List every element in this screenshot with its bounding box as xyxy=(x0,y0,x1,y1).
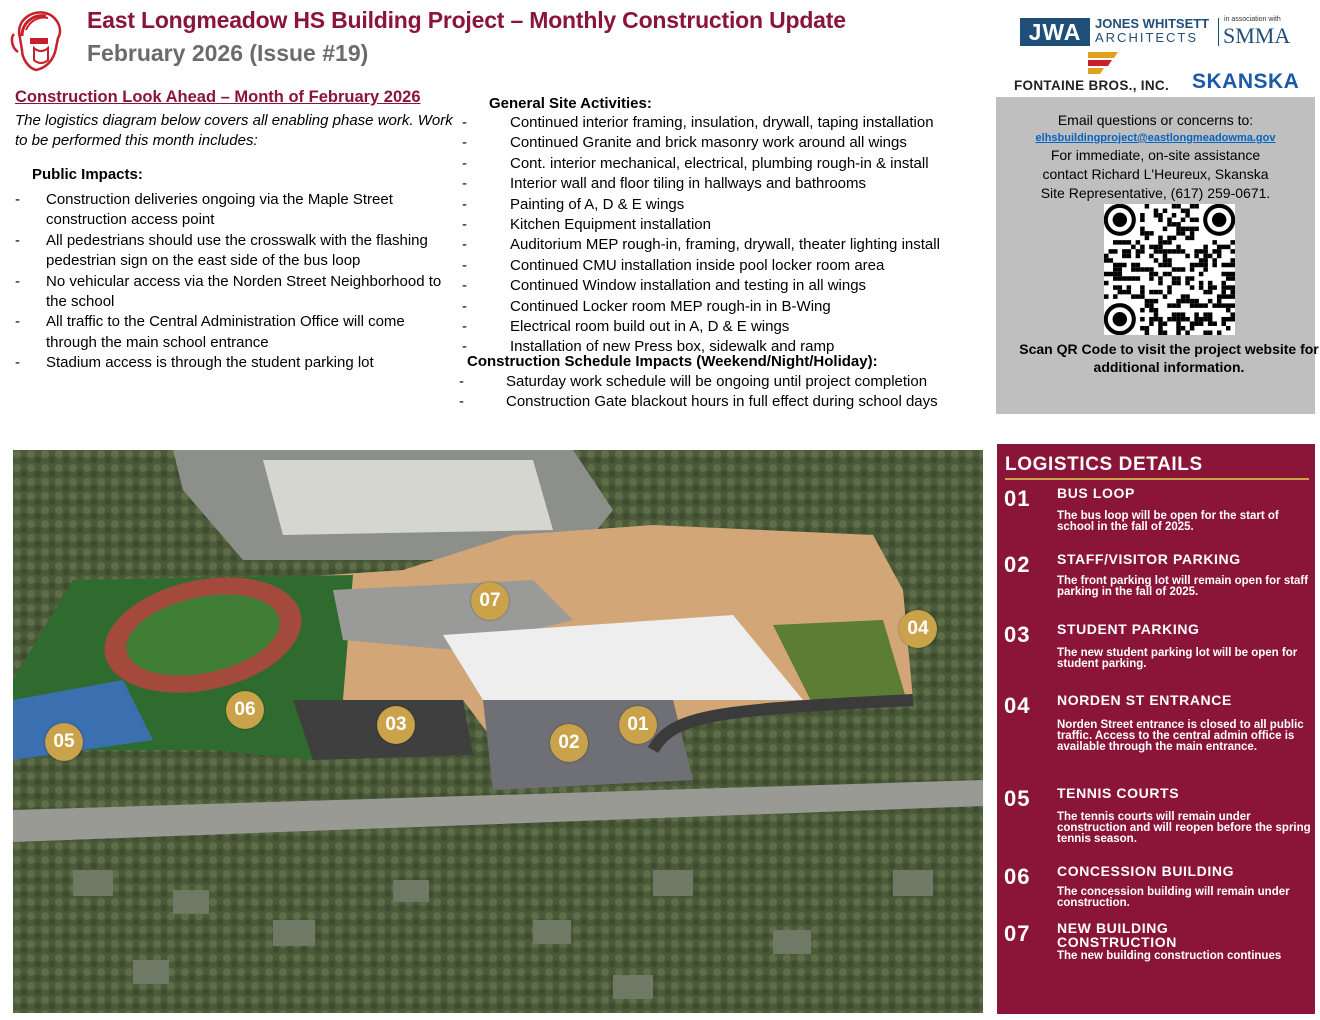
list-item: - Continued Locker room MEP rough-in in B-Wing xyxy=(462,297,831,315)
legend-title: STUDENT PARKING xyxy=(1057,621,1200,637)
list-item: - Saturday work schedule will be ongoing until project completion xyxy=(459,373,928,390)
map-marker-01[interactable]: 01 xyxy=(619,706,657,744)
list-item: - No vehicular access via the Norden Street Neighborhood to the school xyxy=(15,272,442,311)
logistics-aerial-map xyxy=(13,450,983,1013)
fontaine-logo: FONTAINE BROS., INC. xyxy=(1014,78,1170,93)
list-item: - Continued interior framing, insulation, drywall, taping installation xyxy=(462,114,934,131)
issue-subtitle: February 2026 (Issue #19) xyxy=(87,40,369,66)
map-marker-03[interactable]: 03 xyxy=(377,706,415,744)
association-label: in association with xyxy=(1224,16,1281,23)
list-item: - All pedestrians should use the crosswalk with the flashing pedestrian sign on the east side of the bus loop xyxy=(15,231,428,270)
legend-description: The front parking lot will remain open for staff parking in the fall of 2025. xyxy=(1057,575,1309,598)
contact-line2: For immediate, on-site assistance contact Richard L'Heureux, Skanska Site Representative, (617) 259-0671. xyxy=(1040,147,1271,201)
legend-description: The tennis courts will remain under construction and will reopen before the spring tennis season. xyxy=(1057,811,1311,845)
list-item: - Continued Window installation and testing in all wings xyxy=(462,277,867,295)
legend-title: CONCESSION BUILDING xyxy=(1057,863,1235,879)
lookahead-heading: Construction Look Ahead – Month of February 2026 xyxy=(15,88,421,106)
logistics-legend xyxy=(997,444,1315,1014)
contact-info xyxy=(996,111,1315,203)
map-marker-02[interactable]: 02 xyxy=(550,724,588,762)
skanska-logo: SKANSKA xyxy=(1192,70,1300,93)
legend-heading: LOGISTICS DETAILS xyxy=(1005,454,1203,475)
list-item: - Cont. interior mechanical, electrical, plumbing rough-in & install xyxy=(462,154,929,172)
legend-divider xyxy=(1005,478,1309,480)
spartan-mascot-logo xyxy=(8,8,66,74)
list-item: - Interior wall and floor tiling in hallways and bathrooms xyxy=(462,175,867,193)
public-impacts-heading: Public Impacts: xyxy=(32,166,143,183)
page-title: East Longmeadow HS Building Project – Monthly Construction Update xyxy=(87,7,846,33)
site-activities-list xyxy=(462,113,992,358)
legend-number: 06 xyxy=(1004,864,1031,889)
jwa-name: JONES WHITSETT ARCHITECTS xyxy=(1095,16,1210,45)
map-marker-06[interactable]: 06 xyxy=(226,691,264,729)
list-item: - Painting of A, D & E wings xyxy=(462,195,685,213)
legend-title: STAFF/VISITOR PARKING xyxy=(1057,551,1241,567)
public-impacts-list xyxy=(15,190,455,374)
smma-logo: SMMA xyxy=(1223,23,1291,48)
list-item: - Construction Gate blackout hours in full effect during school days xyxy=(459,393,938,411)
map-marker-07[interactable]: 07 xyxy=(471,582,509,620)
list-item: - Construction deliveries ongoing via the Maple Street construction access point xyxy=(15,191,393,229)
site-activities-heading: General Site Activities: xyxy=(489,95,652,112)
schedule-impacts-heading: Construction Schedule Impacts (Weekend/Night/Holiday): xyxy=(467,353,878,370)
contact-line1: Email questions or concerns to: xyxy=(1057,112,1254,128)
legend-number: 01 xyxy=(1004,486,1031,511)
legend-description: The new building construction continues xyxy=(1057,950,1282,962)
list-item: - Installation of new Press box, sidewalk and ramp xyxy=(462,338,835,356)
legend-number: 07 xyxy=(1004,921,1031,946)
legend-description: The concession building will remain under construction. xyxy=(1057,886,1290,909)
legend-title: TENNIS COURTS xyxy=(1057,785,1180,801)
legend-description: Norden Street entrance is closed to all public traffic. Access to the central admin office is available through the main entrance. xyxy=(1057,719,1304,753)
list-item: - Auditorium MEP rough-in, framing, drywall, theater lighting install xyxy=(462,236,940,254)
map-marker-05[interactable]: 05 xyxy=(45,723,83,761)
partner-logos xyxy=(1012,8,1312,98)
list-item: - Kitchen Equipment installation xyxy=(462,216,711,234)
logo-divider xyxy=(1218,18,1219,46)
fontaine-mark-icon xyxy=(1086,50,1120,76)
contact-email-link[interactable]: elhsbuildingproject@eastlongmeadowma.gov xyxy=(1035,132,1276,144)
legend-number: 03 xyxy=(1004,622,1031,647)
lookahead-intro: The logistics diagram below covers all enabling phase work. Work to be performed this month includes: xyxy=(15,112,453,149)
list-item: - Continued Granite and brick masonry work around all wings xyxy=(462,134,907,152)
jwa-logo: JWA xyxy=(1020,18,1090,46)
legend-title: NORDEN ST ENTRANCE xyxy=(1057,692,1232,708)
schedule-impacts-list xyxy=(459,372,989,413)
legend-title: NEW BUILDING CONSTRUCTION xyxy=(1057,920,1177,950)
list-item: - Stadium access is through the student parking lot xyxy=(15,354,374,372)
qr-caption: Scan QR Code to visit the project website for additional information. xyxy=(1019,341,1319,375)
qr-code[interactable] xyxy=(1104,204,1235,335)
legend-description: The bus loop will be open for the start of school in the fall of 2025. xyxy=(1057,510,1279,533)
legend-title: BUS LOOP xyxy=(1057,485,1135,501)
legend-number: 04 xyxy=(1004,693,1031,718)
map-marker-04[interactable]: 04 xyxy=(899,610,937,648)
list-item: - Continued CMU installation inside pool locker room area xyxy=(462,256,885,274)
site-aerial-image xyxy=(13,450,983,1013)
legend-number: 02 xyxy=(1004,552,1031,577)
list-item: - Electrical room build out in A, D & E wings xyxy=(462,318,790,336)
legend-description: The new student parking lot will be open for student parking. xyxy=(1057,647,1298,670)
legend-number: 05 xyxy=(1004,786,1031,811)
list-item: - All traffic to the Central Administration Office will come through the main school entrance xyxy=(15,313,405,351)
